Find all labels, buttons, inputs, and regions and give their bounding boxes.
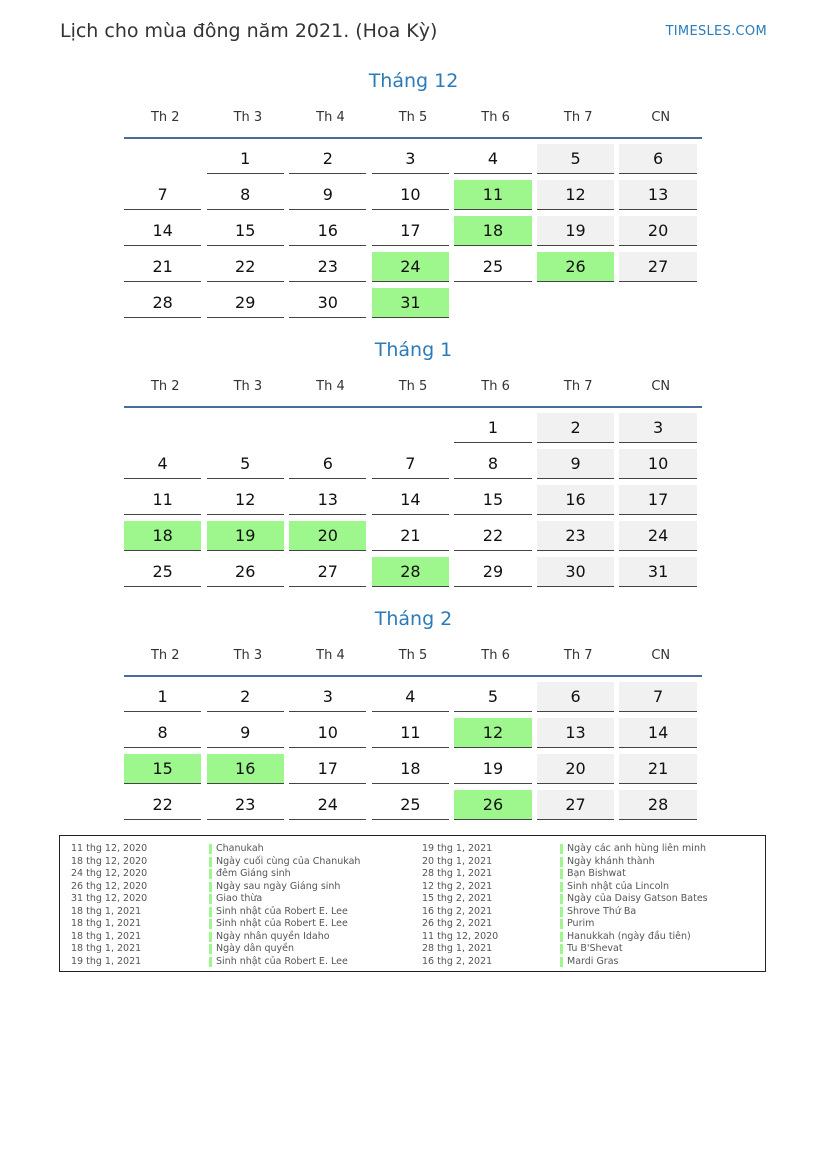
weekday-label: Th 6: [481, 110, 510, 125]
legend-holiday-name: Ngày của Daisy Gatson Bates: [567, 893, 708, 904]
week-row: [124, 449, 702, 485]
weekday-label: CN: [651, 648, 671, 663]
week-row: [124, 557, 702, 593]
holiday-day-cell[interactable]: 26: [454, 790, 531, 820]
weekday-label: Th 3: [233, 379, 263, 394]
legend-row: [71, 931, 360, 944]
legend-date: 26 thg 12, 2020: [71, 880, 148, 892]
week-row: [124, 754, 702, 790]
legend-color-bar: [560, 932, 563, 942]
day-cell[interactable]: 10: [372, 180, 449, 210]
day-cell[interactable]: 28: [124, 288, 201, 318]
legend-color-bar: [209, 932, 212, 942]
day-cell[interactable]: 17: [619, 485, 696, 515]
legend-holiday-name: Ngày khánh thành: [567, 855, 655, 867]
legend-holiday-name: Shrove Thứ Ba: [567, 905, 637, 917]
weekday-label: CN: [651, 110, 671, 125]
legend-date: 16 thg 2, 2021: [422, 955, 493, 967]
weekday-label: Th 2: [150, 648, 180, 663]
legend-holiday-name: Hanukkah (ngày đầu tiên): [567, 930, 691, 942]
month-title: Tháng 2: [374, 608, 453, 630]
day-cell[interactable]: 13: [537, 718, 614, 748]
week-row: [124, 521, 702, 557]
legend-date: 28 thg 1, 2021: [422, 868, 493, 879]
day-cell[interactable]: 10: [289, 718, 366, 748]
day-cell[interactable]: 15: [454, 485, 531, 515]
legend-color-bar: [560, 944, 563, 954]
day-cell[interactable]: 2: [289, 144, 366, 174]
month-title: Tháng 12: [368, 70, 459, 92]
empty-day-cell: [619, 288, 696, 318]
legend-row: [71, 856, 360, 869]
day-cell[interactable]: 22: [124, 790, 201, 820]
header-divider: [124, 137, 702, 139]
legend-date: 11 thg 12, 2020: [71, 843, 148, 854]
legend-color-bar: [560, 882, 563, 892]
day-cell[interactable]: 29: [454, 557, 531, 587]
legend-row: [422, 943, 708, 956]
day-cell[interactable]: 30: [537, 557, 614, 587]
day-cell[interactable]: 16: [537, 485, 614, 515]
day-cell[interactable]: 19: [537, 216, 614, 246]
legend-holiday-name: đêm Giáng sinh: [216, 868, 291, 879]
holiday-day-cell[interactable]: 19: [207, 521, 284, 551]
legend-column-left: [71, 843, 360, 968]
legend-row: [71, 881, 360, 894]
legend-holiday-name: Purim: [567, 918, 595, 929]
day-cell[interactable]: 12: [207, 485, 284, 515]
legend-holiday-name: Ngày sau ngày Giáng sinh: [216, 880, 341, 892]
legend-holiday-name: Bạn Bishwat: [567, 868, 626, 879]
day-cell[interactable]: 21: [619, 754, 696, 784]
legend-date: 18 thg 1, 2021: [71, 943, 142, 954]
empty-day-cell: [124, 413, 201, 443]
legend-color-bar: [560, 957, 563, 967]
holiday-day-cell[interactable]: 12: [454, 718, 531, 748]
legend-date: 19 thg 1, 2021: [71, 955, 142, 967]
day-cell[interactable]: 6: [619, 144, 696, 174]
legend-row: [422, 856, 708, 869]
day-cell[interactable]: 14: [372, 485, 449, 515]
day-cell[interactable]: 23: [207, 790, 284, 820]
legend-row: [71, 918, 360, 931]
legend-row: [71, 868, 360, 881]
day-cell[interactable]: 20: [537, 754, 614, 784]
day-cell[interactable]: 5: [207, 449, 284, 479]
day-cell[interactable]: 11: [124, 485, 201, 515]
weekday-label: Th 4: [316, 110, 345, 125]
day-cell[interactable]: 4: [372, 682, 449, 712]
weekday-label: Th 5: [398, 110, 428, 125]
day-cell[interactable]: 23: [289, 252, 366, 282]
legend-row: [422, 931, 708, 944]
empty-day-cell: [207, 413, 284, 443]
legend-column-right: [422, 843, 708, 968]
legend-row: [422, 906, 708, 919]
day-cell[interactable]: 4: [454, 144, 531, 174]
holiday-day-cell[interactable]: 18: [454, 216, 531, 246]
day-cell[interactable]: 10: [619, 449, 696, 479]
weekday-label: Th 4: [316, 648, 345, 663]
day-cell[interactable]: 31: [619, 557, 696, 587]
legend-holiday-name: Ngày các anh hùng liên minh: [567, 843, 706, 854]
day-cell[interactable]: 13: [289, 485, 366, 515]
legend-color-bar: [560, 857, 563, 867]
week-row: [124, 144, 702, 180]
day-cell[interactable]: 25: [454, 252, 531, 282]
legend-color-bar: [560, 894, 563, 904]
legend-row: [71, 893, 360, 906]
legend-date: 18 thg 1, 2021: [71, 905, 142, 917]
day-cell[interactable]: 12: [537, 180, 614, 210]
day-cell[interactable]: 3: [289, 682, 366, 712]
legend-holiday-name: Sinh nhật của Robert E. Lee: [216, 918, 348, 929]
legend-color-bar: [209, 907, 212, 917]
week-row: [124, 180, 702, 216]
legend-date: 24 thg 12, 2020: [71, 868, 148, 879]
legend-holiday-name: Mardi Gras: [567, 955, 619, 967]
week-row: [124, 718, 702, 754]
day-cell[interactable]: 17: [372, 216, 449, 246]
legend-color-bar: [209, 944, 212, 954]
legend-row: [71, 943, 360, 956]
empty-day-cell: [289, 413, 366, 443]
legend-color-bar: [209, 894, 212, 904]
legend-row: [422, 868, 708, 881]
header-divider: [124, 406, 702, 408]
day-cell[interactable]: 1: [207, 144, 284, 174]
legend-date: 12 thg 2, 2021: [422, 880, 493, 892]
day-cell[interactable]: 21: [372, 521, 449, 551]
day-cell[interactable]: 16: [289, 216, 366, 246]
legend-row: [422, 881, 708, 894]
day-cell[interactable]: 4: [124, 449, 201, 479]
legend-row: [422, 956, 708, 969]
week-row: [124, 216, 702, 252]
day-cell[interactable]: 28: [619, 790, 696, 820]
empty-day-cell: [372, 413, 449, 443]
holiday-day-cell[interactable]: 18: [124, 521, 201, 551]
legend-color-bar: [209, 844, 212, 854]
day-cell[interactable]: 18: [372, 754, 449, 784]
weekday-label: Th 6: [481, 648, 510, 663]
holiday-day-cell[interactable]: 11: [454, 180, 531, 210]
legend-color-bar: [209, 957, 212, 967]
legend-date: 28 thg 1, 2021: [422, 943, 493, 954]
weekday-label: Th 3: [233, 110, 263, 125]
day-cell[interactable]: 27: [289, 557, 366, 587]
week-row: [124, 413, 702, 449]
page-title: Lịch cho mùa đông năm 2021. (Hoa Kỳ): [60, 20, 438, 42]
weekday-label: Th 2: [150, 110, 180, 125]
weekday-label: Th 7: [563, 110, 593, 125]
holiday-day-cell[interactable]: 31: [372, 288, 449, 318]
month-grid: [124, 110, 702, 324]
legend-date: 31 thg 12, 2020: [71, 893, 148, 904]
weekday-label: Th 4: [316, 379, 345, 394]
day-cell[interactable]: 21: [124, 252, 201, 282]
weekday-label: Th 5: [398, 648, 428, 663]
day-cell[interactable]: 1: [124, 682, 201, 712]
day-cell[interactable]: 11: [372, 718, 449, 748]
day-cell[interactable]: 7: [619, 682, 696, 712]
day-cell[interactable]: 5: [537, 144, 614, 174]
month-grid: [124, 648, 702, 826]
day-cell[interactable]: 30: [289, 288, 366, 318]
day-cell[interactable]: 29: [207, 288, 284, 318]
legend-color-bar: [560, 844, 563, 854]
legend-row: [422, 918, 708, 931]
legend-holiday-name: Sinh nhật của Lincoln: [567, 880, 670, 892]
legend-holiday-name: Sinh nhật của Robert E. Lee: [216, 955, 348, 967]
day-cell[interactable]: 26: [207, 557, 284, 587]
day-cell[interactable]: 19: [454, 754, 531, 784]
day-cell[interactable]: 7: [372, 449, 449, 479]
day-cell[interactable]: 8: [207, 180, 284, 210]
day-cell[interactable]: 24: [289, 790, 366, 820]
legend-color-bar: [209, 882, 212, 892]
day-cell[interactable]: 2: [207, 682, 284, 712]
day-cell[interactable]: 25: [372, 790, 449, 820]
legend-date: 11 thg 12, 2020: [422, 930, 499, 942]
day-cell[interactable]: 9: [289, 180, 366, 210]
legend-holiday-name: Ngày dân quyền: [216, 943, 295, 954]
day-cell[interactable]: 2: [537, 413, 614, 443]
legend-row: [422, 893, 708, 906]
legend-color-bar: [209, 869, 212, 879]
legend-date: 26 thg 2, 2021: [422, 918, 493, 929]
weekday-label: Th 7: [563, 379, 593, 394]
holiday-day-cell[interactable]: 26: [537, 252, 614, 282]
week-row: [124, 790, 702, 826]
empty-day-cell: [537, 288, 614, 318]
day-cell[interactable]: 23: [537, 521, 614, 551]
weekday-label: Th 5: [398, 379, 428, 394]
day-cell[interactable]: 20: [619, 216, 696, 246]
legend-date: 16 thg 2, 2021: [422, 905, 493, 917]
holiday-day-cell[interactable]: 16: [207, 754, 284, 784]
legend-row: [71, 843, 360, 856]
holiday-day-cell[interactable]: 28: [372, 557, 449, 587]
legend-holiday-name: Tu B'Shevat: [567, 943, 623, 954]
legend-holiday-name: Giao thừa: [216, 893, 263, 904]
legend-color-bar: [209, 857, 212, 867]
day-cell[interactable]: 14: [124, 216, 201, 246]
week-row: [124, 288, 702, 324]
day-cell[interactable]: 1: [454, 413, 531, 443]
weekday-label: CN: [651, 379, 671, 394]
weekday-label: Th 2: [150, 379, 180, 394]
day-cell[interactable]: 14: [619, 718, 696, 748]
legend-color-bar: [560, 869, 563, 879]
holiday-day-cell[interactable]: 15: [124, 754, 201, 784]
month-grid: [124, 379, 702, 593]
day-cell[interactable]: 8: [454, 449, 531, 479]
legend-row: [71, 956, 360, 969]
empty-day-cell: [454, 288, 531, 318]
legend-row: [422, 843, 708, 856]
day-cell[interactable]: 22: [207, 252, 284, 282]
day-cell[interactable]: 3: [372, 144, 449, 174]
day-cell[interactable]: 9: [537, 449, 614, 479]
weekday-label: Th 3: [233, 648, 263, 663]
week-row: [124, 252, 702, 288]
holiday-legend: [59, 835, 766, 972]
day-cell[interactable]: 5: [454, 682, 531, 712]
day-cell[interactable]: 6: [537, 682, 614, 712]
month-title: Tháng 1: [374, 339, 453, 361]
day-cell[interactable]: 17: [289, 754, 366, 784]
week-row: [124, 682, 702, 718]
brand-link[interactable]: TIMESLES.COM: [665, 24, 767, 39]
legend-date: 15 thg 2, 2021: [422, 893, 493, 904]
day-cell[interactable]: 8: [124, 718, 201, 748]
legend-date: 18 thg 12, 2020: [71, 855, 148, 867]
legend-color-bar: [560, 919, 563, 929]
legend-holiday-name: Ngày nhân quyền Idaho: [216, 930, 330, 942]
day-cell[interactable]: 15: [207, 216, 284, 246]
day-cell[interactable]: 27: [619, 252, 696, 282]
day-cell[interactable]: 9: [207, 718, 284, 748]
day-cell[interactable]: 25: [124, 557, 201, 587]
day-cell[interactable]: 7: [124, 180, 201, 210]
legend-row: [71, 906, 360, 919]
day-cell[interactable]: 27: [537, 790, 614, 820]
legend-color-bar: [560, 907, 563, 917]
holiday-day-cell[interactable]: 20: [289, 521, 366, 551]
legend-holiday-name: Chanukah: [216, 843, 264, 854]
empty-day-cell: [124, 144, 201, 174]
weekday-label: Th 6: [481, 379, 510, 394]
holiday-day-cell[interactable]: 24: [372, 252, 449, 282]
legend-holiday-name: Ngày cuối cùng của Chanukah: [216, 855, 361, 867]
day-cell[interactable]: 3: [619, 413, 696, 443]
day-cell[interactable]: 13: [619, 180, 696, 210]
day-cell[interactable]: 22: [454, 521, 531, 551]
legend-holiday-name: Sinh nhật của Robert E. Lee: [216, 905, 348, 917]
legend-color-bar: [209, 919, 212, 929]
legend-date: 18 thg 1, 2021: [71, 930, 142, 942]
day-cell[interactable]: 24: [619, 521, 696, 551]
legend-date: 18 thg 1, 2021: [71, 918, 142, 929]
header-divider: [124, 675, 702, 677]
weekday-header: [124, 379, 702, 397]
day-cell[interactable]: 6: [289, 449, 366, 479]
legend-date: 20 thg 1, 2021: [422, 855, 493, 867]
weekday-header: [124, 648, 702, 666]
legend-date: 19 thg 1, 2021: [422, 843, 493, 854]
weekday-header: [124, 110, 702, 128]
week-row: [124, 485, 702, 521]
weekday-label: Th 7: [563, 648, 593, 663]
